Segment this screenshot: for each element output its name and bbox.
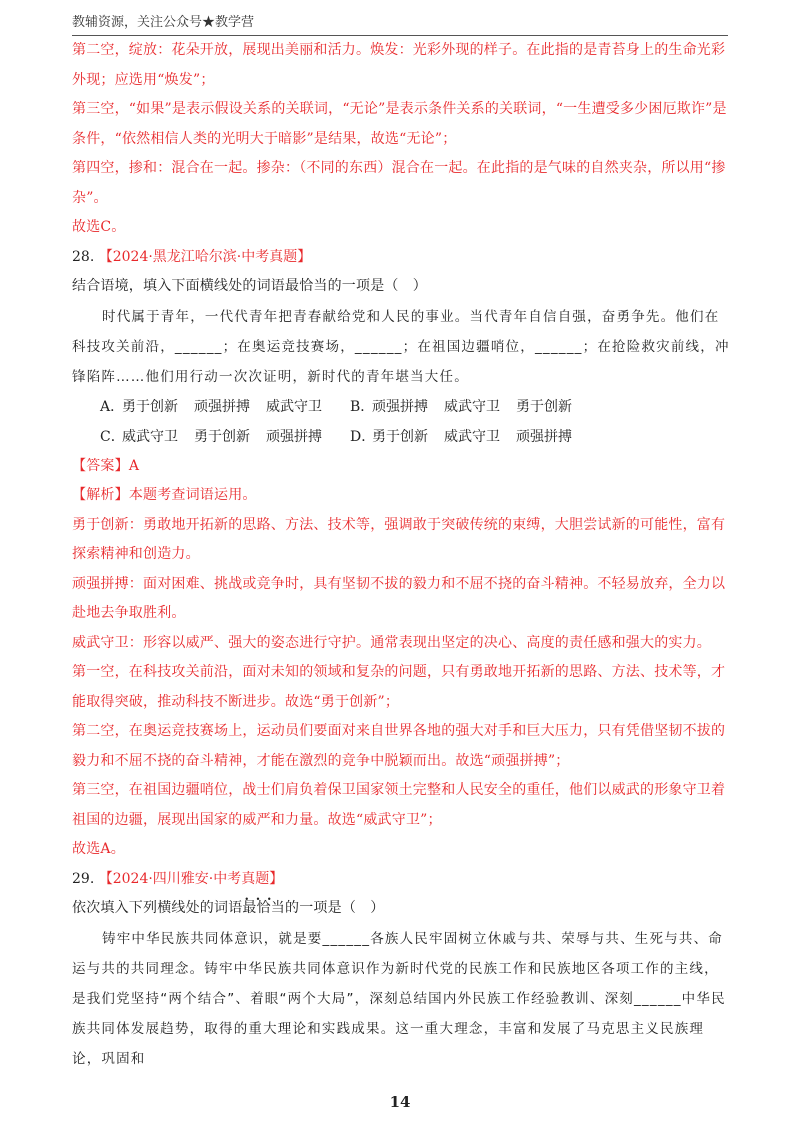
answer-line (72, 452, 732, 482)
option-word: 勇于创新 (194, 428, 250, 445)
emphasized-text: • • • 最恰当 (242, 894, 285, 924)
option-word: 威武守卫 (122, 428, 178, 445)
option-word: 勇于创新 (122, 398, 178, 415)
analysis-line: 第三空，在祖国边疆哨位，战士们肩负着保卫国家领土完整和人民安全的重任，他们以威武的形象守卫着祖国的边疆，展现出国家的威严和力量。故选“威武守卫”； (72, 782, 726, 828)
analysis-line: 第二空，在奥运竞技赛场上，运动员们要面对来自世界各地的强大对手和巨大压力，只有凭借坚韧不拔的毅力和不屈不挠的奋斗精神，才能在激烈的竞争中脱颖而出。故选“顽强拼搏”； (72, 723, 726, 769)
analysis-tag: 【解析】 (72, 487, 129, 503)
analysis-line: 故选C。 (72, 219, 126, 235)
blank: ______ (534, 338, 583, 355)
option-label: B． (350, 398, 375, 415)
analysis-line: 顽强拼搏：面对困难、挑战或竞争时，具有坚韧不拔的毅力和不屈不挠的奋斗精神。不轻易放弃，全力以赴地去争取胜利。 (72, 575, 726, 621)
analysis-line: 故选A。 (72, 841, 125, 857)
header-text: 教辅资源，关注公众号★教学营 (72, 15, 255, 30)
question-number: 28. (72, 248, 95, 265)
analysis-line: 第二空，绽放：花朵开放，展现出美丽和活力。焕发：光彩外现的样子。在此指的是青苔身上的生命光彩外现；应选用“焕发”； (72, 42, 726, 88)
option-label: C． (100, 428, 125, 445)
analysis-line: 第四空，掺和：混合在一起。掺杂：（不同的东西）混合在一起。在此指的是气味的自然夹杂，所以用“掺杂”。 (72, 160, 726, 206)
page-number: 14 (389, 1093, 411, 1111)
question-29 (72, 865, 732, 1074)
option-word: 威武守卫 (266, 398, 322, 415)
question-passage (72, 302, 732, 392)
question-stem (72, 894, 732, 924)
option-b[interactable] (350, 392, 600, 422)
analysis-line: 勇于创新：勇敢地开拓新的思路、方法、技术等，强调敢于突破传统的束缚，大胆尝试新的可能性，富有探索精神和创造力。 (72, 516, 726, 562)
question-number: 29. (72, 870, 95, 887)
option-label: D． (350, 428, 376, 445)
passage-text: ；在奥运竞技赛场， (222, 338, 355, 355)
option-a[interactable] (100, 392, 350, 422)
page-content (72, 36, 732, 1074)
question-source: 【2024·四川雅安·中考真题】 (98, 870, 284, 887)
stem-text: 依次填入下列横线处的词语 (72, 900, 243, 916)
question-title (72, 865, 732, 895)
blank: ______ (174, 338, 223, 355)
option-word: 顽强拼搏 (266, 428, 322, 445)
analysis-line: 第三空，“如果”是表示假设关系的关联词，“无论”是表示条件关系的关联词，“一生遭受多少困厄欺诈”是条件，“依然相信人类的光明大于暗影”是结果，故选“无论”； (72, 101, 727, 147)
question-source: 【2024·黑龙江哈尔滨·中考真题】 (98, 248, 312, 265)
passage-text: ；在抢险救灾前线，冲锋陷阵……他们用行动一次次证明，新时代的青年堪当大任。 (72, 338, 730, 385)
page-header (72, 14, 728, 36)
option-c[interactable] (100, 422, 350, 452)
passage-text: ；在祖国边疆哨位， (402, 338, 535, 355)
option-label: A． (100, 398, 125, 415)
option-word: 顽强拼搏 (372, 398, 428, 415)
option-word: 勇于创新 (372, 428, 428, 445)
question-title (72, 243, 732, 273)
blank: ______ (354, 338, 403, 355)
option-word: 威武守卫 (444, 428, 500, 445)
option-word: 勇于创新 (516, 398, 572, 415)
answer-value: A (128, 457, 140, 474)
question-stem: 结合语境，填入下面横线处的词语最恰当的一项是（ ） (72, 278, 427, 294)
options-row (72, 422, 732, 452)
analysis-intro-text: 本题考查词语运用。 (128, 487, 257, 503)
stem-text: 的一项是（ ） (285, 900, 385, 916)
prev-analysis (72, 36, 732, 243)
option-d[interactable] (350, 422, 600, 452)
answer-tag: 【答案】 (72, 457, 129, 474)
analysis-line: 第一空，在科技攻关前沿，面对未知的领域和复杂的问题，只有勇敢地开拓新的思路、方法、技术等，才能取得突破，推动科技不断进步。故选“勇于创新”； (72, 664, 726, 710)
analysis-intro (72, 481, 732, 511)
question-passage: 铸牢中华民族共同体意识，就是要______各族人民牢固树立休戚与共、荣辱与共、生死与共、命运与共的共同理念。铸牢中华民族共同体意识作为新时代党的民族工作和民族地区各项工作的主线，是我们党坚持“两个结合”、着眼“两个大局”，深刻总结国内外民族工作经验教训、深刻______中华民族共同体发展趋势，取得的重大理论和实践成果。这一重大理念，丰富和发展了马克思主义民族理论，巩固和 (72, 930, 726, 1067)
question-28 (72, 243, 732, 865)
option-word: 顽强拼搏 (516, 428, 572, 445)
passage-text: 时代属于青年，一代代青年把青春献给党和人民的事业。当代青年自信自强，奋勇争先。他们在科技攻关前沿， (72, 308, 720, 355)
answer-section (72, 452, 732, 865)
option-word: 顽强拼搏 (194, 398, 250, 415)
options-row (72, 392, 732, 422)
option-word: 威武守卫 (444, 398, 500, 415)
analysis-line: 威武守卫：形容以威严、强大的姿态进行守护。通常表现出坚定的决心、高度的责任感和强大的实力。 (72, 634, 711, 651)
